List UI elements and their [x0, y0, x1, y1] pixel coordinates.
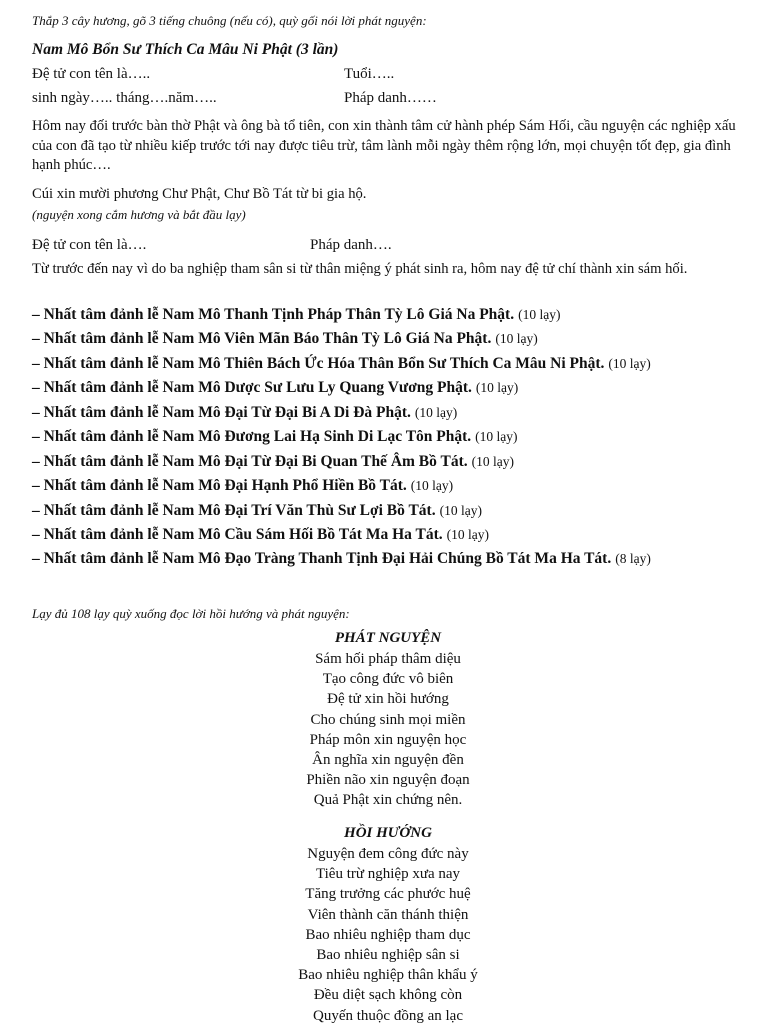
vow-line: Sám hối pháp thâm diệu — [315, 651, 461, 667]
prostration-item — [32, 401, 752, 425]
vow-line: Pháp môn xin nguyện học — [309, 731, 467, 748]
prostration-text: – Nhất tâm đảnh lễ Nam Mô Thanh Tịnh Pháp Thân Tỳ Lô Giá Na Phật. — [32, 306, 515, 323]
prostration-text: – Nhất tâm đảnh lễ Nam Mô Đại Hạnh Phổ Hiền Bồ Tát. — [32, 477, 407, 495]
prostration-item — [32, 376, 752, 400]
prostration-text: – Nhất tâm đảnh lễ Nam Mô Đương Lai Hạ Sinh Di Lạc Tôn Phật. — [32, 428, 472, 446]
age-field: Tuổi….. — [344, 66, 395, 82]
vow-line: Cho chúng sinh mọi miền — [310, 711, 466, 728]
dedication-line: Đều diệt sạch không còn — [313, 987, 463, 1004]
prostration-text: – Nhất tâm đảnh lễ Nam Mô Đại Từ Đại Bi A Di Đà Phật. — [32, 403, 411, 421]
vow-line: Ân nghĩa xin nguyện đền — [312, 751, 464, 768]
prostration-count: (10 lạy) — [475, 429, 518, 445]
invocation-heading: Nam Mô Bổn Sư Thích Ca Mâu Ni Phật (3 lần) — [32, 41, 339, 58]
prostration-count: (10 lạy) — [410, 478, 454, 494]
repentance-paragraph: Hôm nay đối trước bàn thờ Phật và ông bà tổ tiên, con xin thành tâm cử hành phép Sám Hối, cầu nguyện các nghiệp xấu của con đã tạo từ nhiều kiếp trước tới nay được tiêu trừ, tâm lành mỗi ngày thêm rộng lớn, mọi chuyện tốt đẹp, gia đình hạnh phúc…. — [32, 118, 736, 173]
dedication-line: Tăng trưởng các phước huệ — [305, 886, 471, 903]
prostration-item — [32, 352, 752, 376]
prostration-item — [32, 474, 752, 498]
prostration-item — [32, 425, 752, 449]
vow-line: Đệ tử xin hồi hướng — [327, 691, 449, 708]
dedication-line: Bao nhiêu nghiệp tham dục — [305, 926, 471, 943]
vow-title: PHÁT NGUYỆN — [334, 630, 442, 646]
prostration-list — [32, 303, 752, 572]
prostration-item — [32, 499, 752, 523]
prostration-count: (10 lạy) — [471, 453, 514, 469]
vow-poem — [32, 627, 744, 811]
dedication-line: Nguyện đem công đức này — [307, 846, 469, 862]
dedication-line: Bao nhiêu nghiệp thân khẩu ý — [298, 967, 478, 984]
prostration-count: (8 lạy) — [615, 551, 651, 567]
disciple-name-field: Đệ tử con tên là….. — [32, 66, 151, 82]
dedication-line: Tiêu trừ nghiệp xưa nay — [315, 866, 461, 883]
dharma-name-field: Pháp danh…… — [344, 90, 437, 106]
prostration-item — [32, 327, 752, 351]
dedication-title: HỒI HƯỚNG — [344, 825, 432, 841]
dedication-poem — [32, 822, 744, 1026]
vow-line: Quả Phật xin chứng nên. — [313, 792, 463, 809]
dedication-line: Bao nhiêu nghiệp sân si — [316, 946, 460, 963]
prostration-text: – Nhất tâm đảnh lễ Nam Mô Thiên Bách Ức Hóa Thân Bổn Sư Thích Ca Mâu Ni Phật. — [32, 354, 605, 372]
prostration-count: (10 lạy) — [518, 307, 561, 322]
prostration-text: – Nhất tâm đảnh lễ Nam Mô Đại Trí Văn Thù Sư Lợi Bồ Tát. — [32, 501, 436, 519]
prostration-item — [32, 303, 752, 327]
vow-line: Phiền não xin nguyện đoạn — [306, 772, 470, 789]
prostration-count: (10 lạy) — [495, 331, 538, 347]
prostration-count: (10 lạy) — [608, 355, 651, 371]
blessing-paragraph: Cúi xin mười phương Chư Phật, Chư Bồ Tát từ bi gia hộ. — [32, 186, 367, 202]
birth-date-field: sinh ngày….. tháng….năm….. — [32, 90, 217, 106]
confession-paragraph: Từ trước đến nay vì do ba nghiệp tham sân si từ thân miệng ý phát sinh ra, hôm nay đệ tử chí thành xin sám hối. — [32, 261, 688, 277]
incense-note: (nguyện xong cắm hương và bắt đầu lạy) — [32, 207, 246, 222]
dedication-line: Viên thành căn thánh thiện — [307, 906, 469, 923]
dedication-line: Quyến thuộc đồng an lạc — [313, 1007, 463, 1024]
vow-line: Tạo công đức vô biên — [322, 671, 454, 688]
prostration-count: (10 lạy) — [414, 404, 458, 420]
prostration-text: – Nhất tâm đảnh lễ Nam Mô Dược Sư Lưu Ly Quang Vương Phật. — [32, 379, 472, 397]
prostration-count: (10 lạy) — [439, 502, 482, 518]
incense-instruction: Thắp 3 cây hương, gõ 3 tiếng chuông (nếu có), quỳ gối nói lời phát nguyện: — [32, 13, 427, 28]
prostration-text: – Nhất tâm đảnh lễ Nam Mô Đạo Tràng Thanh Tịnh Đại Hải Chúng Bồ Tát Ma Ha Tát. — [32, 550, 612, 568]
prostration-count: (10 lạy) — [475, 380, 519, 396]
prostration-item — [32, 523, 752, 547]
dharma-name-field-2: Pháp danh…. — [310, 237, 392, 253]
prostration-item — [32, 450, 752, 474]
prostration-text: – Nhất tâm đảnh lễ Nam Mô Viên Mãn Báo Thân Tỳ Lô Giá Na Phật. — [32, 330, 492, 348]
prostration-text: – Nhất tâm đảnh lễ Nam Mô Đại Từ Đại Bi Quan Thế Âm Bồ Tát. — [32, 452, 468, 470]
prostration-item — [32, 547, 752, 571]
prostration-text: – Nhất tâm đảnh lễ Nam Mô Cầu Sám Hối Bồ Tát Ma Ha Tát. — [32, 525, 443, 543]
disciple-name-field-2: Đệ tử con tên là…. — [32, 237, 147, 253]
prostration-count: (10 lạy) — [446, 526, 489, 542]
dedication-instruction: Lạy đủ 108 lạy quỳ xuống đọc lời hồi hướng và phát nguyện: — [32, 606, 350, 621]
